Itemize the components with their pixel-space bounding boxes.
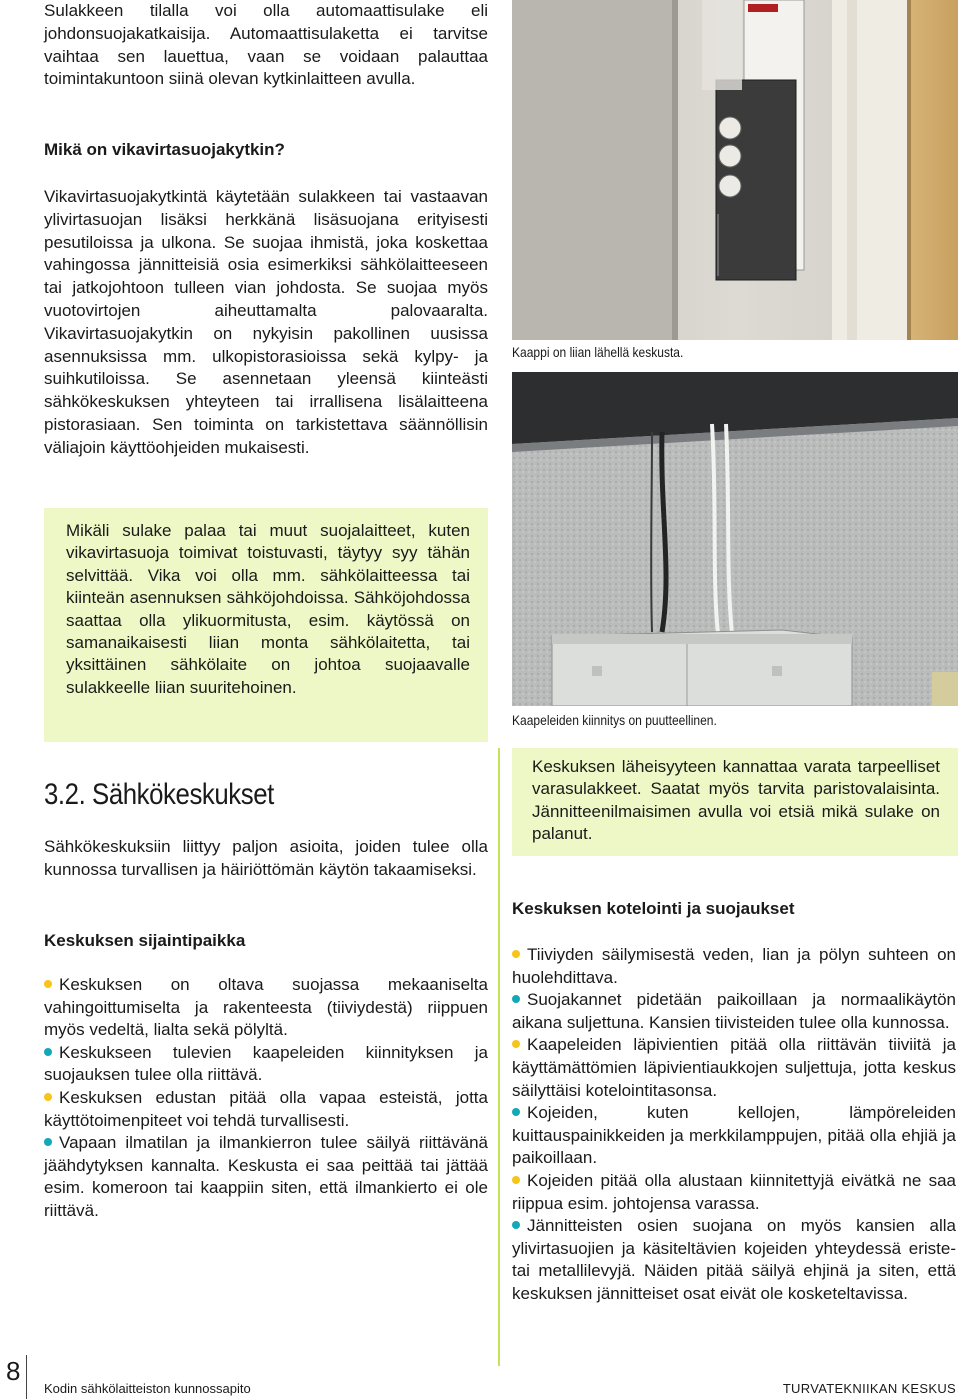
right-callout-box	[512, 748, 958, 856]
photo2-caption: Kaapeleiden kiinnitys on puutteellinen.	[512, 712, 717, 728]
bullet-dot-icon	[44, 1048, 52, 1056]
list-item: Keskuksen edustan pitää olla vapaa esteistä, jotta käyttötoimenpiteet voi tehdä turvallisesti.	[44, 1087, 488, 1130]
list-item: Kaapeleiden läpivientien pitää olla riittävän tiiviitä ja käyttämättömien läpivientiaukkojen suljettuja, jotta keskus säilyttäisi kotelointitasonsa.	[512, 1035, 956, 1100]
rcd-heading: Mikä on vikavirtasuojakytkin?	[44, 140, 285, 159]
footer-title: Kodin sähkölaitteiston kunnossapito	[44, 1381, 251, 1396]
bullet-dot-icon	[512, 1108, 520, 1116]
list-item: Suojakannet pidetään paikoillaan ja normaalikäytön aikana suljettuna. Kansien tiivisteiden tulee olla kunnossa.	[512, 990, 956, 1032]
bullet-dot-icon	[512, 950, 520, 958]
bullet-dot-icon	[512, 995, 520, 1003]
bullet-dot-icon	[512, 1176, 520, 1184]
bullet-dot-icon	[44, 1093, 52, 1101]
right-callout-text: Keskuksen läheisyyteen kannattaa varata tarpeelliset varasulakkeet. Saatat myös tarvita paristovalaisinta. Jännitteenilmaisimen avulla voi etsiä mikä sulake on palanut.	[532, 757, 940, 844]
left-callout-box	[44, 508, 488, 742]
location-bullet-list	[44, 974, 488, 1223]
list-item: Kojeiden, kuten kellojen, lämpöreleiden kuittauspainikkeiden ja merkkilamppujen, pitää olla ehjiä ja paikoillaan.	[512, 1103, 956, 1168]
rcd-text: Vikavirtasuojakytkintä käytetään sulakkeen tai vastaavan ylivirtasuojan lisäksi herkkänä lisäsuojana erityisesti pesutiloissa ja ulkona. Se suojaa ihmistä, joka koskettaa vahingossa jännitteisiä osia esimerkiksi sähkölaitteeseen tai jatkojohtoon tulleen vian johdosta. Se suojaa myös vuotovirtojen aiheuttamalta palovaaralta. Vikavirtasuojakytkin on nykyisin pakollinen uusissa asennuksissa mm. ulkopistorasioissa sekä kylpy- ja suihkutiloissa. Se asennetaan yleensä kiinteästi sähkökeskuksen yhteyteen tai irrallisena lisälaitteena pistorasiaan. Sen toiminta on tarkistettava säännöllisin väliajoin käyttöohjeiden mukaisesti.	[44, 187, 488, 457]
list-item: Keskuksen on oltava suojassa mekaaniselta vahingoittumiselta ja rakenteesta (tiiviydestä) riippuen myös vedeltä, lialta sekä pölyltä.	[44, 975, 488, 1040]
outdoor-cable-box-photo	[512, 372, 958, 706]
bullet-dot-icon	[512, 1221, 520, 1229]
list-item: Kojeiden pitää olla alustaan kiinnitettyjä eivätkä ne saa riippua esim. johtojensa varassa.	[512, 1170, 956, 1213]
section-intro: Sähkökeskuksiin liittyy paljon asioita, joiden tulee olla kunnossa turvallisen ja häiriöttömän käytön takaamiseksi.	[44, 837, 488, 879]
footer-rule	[26, 1355, 27, 1399]
page-number: 8	[6, 1356, 21, 1386]
bullet-dot-icon	[44, 1138, 52, 1146]
footer-publisher: TURVATEKNIIKAN KESKUS	[782, 1381, 956, 1396]
electrical-cabinet-photo	[512, 0, 958, 340]
location-heading: Keskuksen sijaintipaikka	[44, 931, 246, 950]
list-item: Keskukseen tulevien kaapeleiden kiinnityksen ja suojauksen tulee olla riittävä.	[44, 1042, 488, 1085]
list-item: Jännitteisten osien suojana on myös kansien alla ylivirtasuojien ja käsiteltävien kojeiden yhteydessä eriste- tai metallilevyjä. Näiden pitää säilyä ehjinä ja siten, että keskuksen jännitteiset osat eivät ole kosketeltavissa.	[512, 1216, 956, 1303]
bullet-dot-icon	[512, 1040, 520, 1048]
enclosure-heading: Keskuksen kotelointi ja suojaukset	[512, 899, 795, 918]
photo1-caption: Kaappi on liian lähellä keskusta.	[512, 344, 684, 360]
enclosure-bullet-list	[512, 944, 956, 1306]
bullet-dot-icon	[44, 980, 52, 988]
intro-text: Sulakkeen tilalla voi olla automaattisulake eli johdonsuojakatkaisija. Automaattisulaketta ei tarvitse vaihtaa sen lauettua, vaan se voidaan palauttaa toimintakuntoon siinä olevan kytkinlaitteen avulla.	[44, 1, 488, 89]
divider	[498, 748, 500, 1366]
section-title: 3.2. Sähkökeskukset	[44, 778, 274, 811]
list-item: Vapaan ilmatilan ja ilmankierron tulee säilyä riittävänä jäähdytyksen kannalta. Keskusta ei saa peittää tai jättää esim. komeroon tai kaappiin siten, että ilmankierto ei ole riittävä.	[44, 1133, 488, 1220]
list-item: Tiiviyden säilymisestä veden, lian ja pölyn suhteen on huolehdittava.	[512, 945, 956, 987]
left-callout-text: Mikäli sulake palaa tai muut suojalaitteet, kuten vikavirtasuoja toimivat toistuvasti, täytyy syy tähän selvittää. Vika voi olla mm. sähkölaitteessa tai kiinteän asennuksen sähköjohdoissa. Sähköjohdossa saattaa olla ylikuormitusta, esim. käytössä on samanaikaisesti liian monta sähkölaitetta, tai yksittäinen sähkölaite on johtoa suojaavalle sulakkeelle liian suuritehoinen.	[66, 521, 470, 697]
